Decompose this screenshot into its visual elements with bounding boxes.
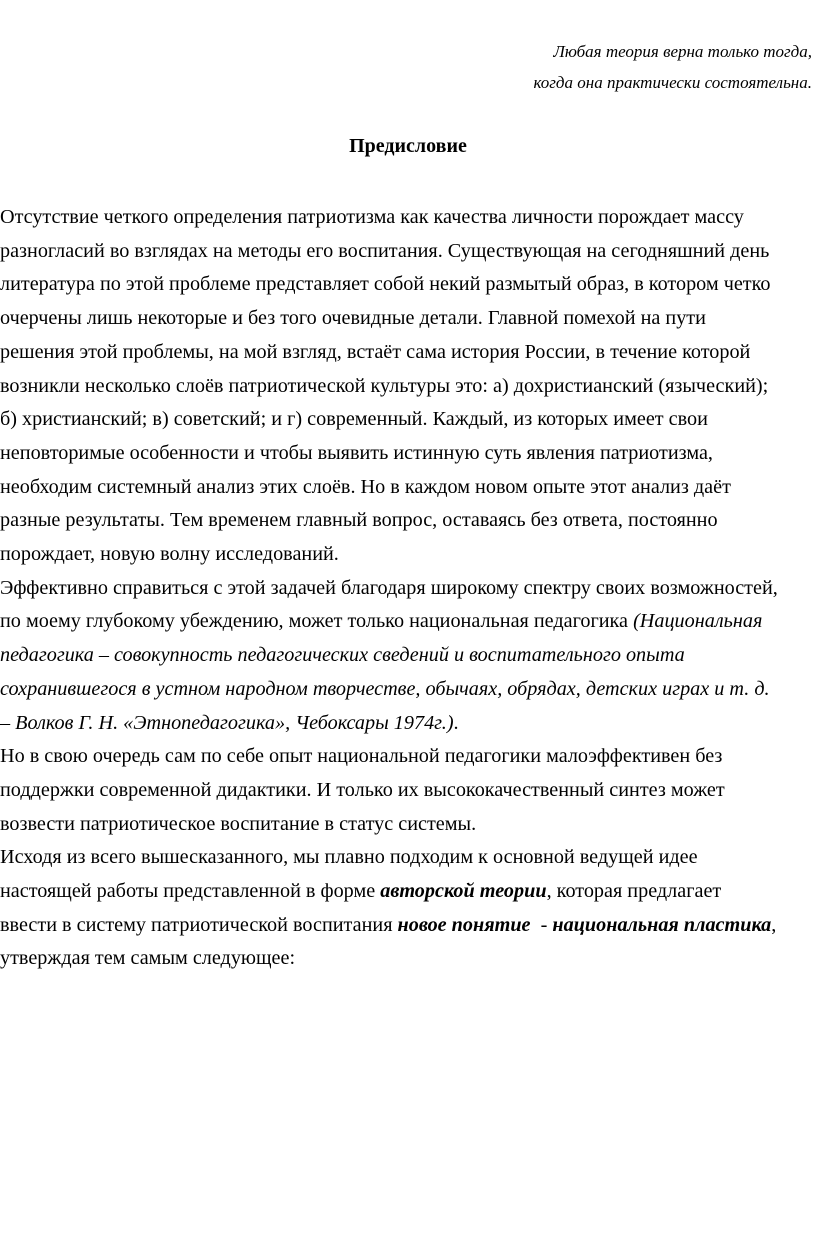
text-line: ввести в систему патриотической воспитания новое понятие - национальная пластика, xyxy=(0,913,777,936)
text-line: по моему глубокому убеждению, может только национальная педагогика (Национальная xyxy=(0,610,763,633)
text-line: настоящей работы представленной в форме авторской теории, которая предлагает xyxy=(0,880,722,903)
emphasis-new-concept: новое понятие xyxy=(397,913,531,936)
citation-text: (Национальная xyxy=(633,610,763,633)
text-line: утверждая тем самым следующее: xyxy=(0,947,296,970)
text-line: порождает, новую волну исследований. xyxy=(0,543,339,566)
emphasis-author-theory: авторской теории xyxy=(380,880,547,903)
text-line: разногласий во взглядах на методы его воспитания. Существующая на сегодняшний день xyxy=(0,239,770,262)
text-line: поддержки современной дидактики. И только их высококачественный синтез может xyxy=(0,778,725,801)
text-line: литература по этой проблеме представляет собой некий размытый образ, в котором четко xyxy=(0,273,771,296)
text-line: очерчены лишь некоторые и без того очевидные детали. Главной помехой на пути xyxy=(0,307,706,330)
epigraph-line-2: когда она практически состоятельна. xyxy=(533,73,812,92)
epigraph xyxy=(533,36,812,98)
emphasis-national-plastic: национальная пластика xyxy=(552,913,772,936)
text-line: возвести патриотическое воспитание в статус системы. xyxy=(0,812,477,835)
text-line: возникли несколько слоёв патриотической культуры это: а) дохристианский (языческий); xyxy=(0,374,769,397)
text-line: Отсутствие четкого определения патриотизма как качества личности порождает массу xyxy=(0,206,744,228)
citation-line: – Волков Г. Н. «Этнопедагогика», Чебоксары 1974г.). xyxy=(0,711,459,734)
citation-line: сохранившегося в устном народном творчестве, обычаях, обрядах, детских играх и т. д. xyxy=(0,677,770,700)
text-line: б) христианский; в) советский; и г) современный. Каждый, из которых имеет свои xyxy=(0,408,708,431)
page-title: Предисловие xyxy=(349,135,467,157)
text-line: неповторимые особенности и чтобы выявить истинную суть явления патриотизма, xyxy=(0,441,713,464)
citation-line: педагогика – совокупность педагогических сведений и воспитательного опыта xyxy=(0,644,685,667)
text-line: решения этой проблемы, на мой взгляд, встаёт сама история России, в течение которой xyxy=(0,340,751,363)
text-line: необходим системный анализ этих слоёв. Но в каждом новом опыте этот анализ даёт xyxy=(0,475,731,498)
text-line: разные результаты. Тем временем главный вопрос, оставаясь без ответа, постоянно xyxy=(0,509,718,532)
preface-body xyxy=(0,201,816,976)
text-line: Исходя из всего вышесказанного, мы плавно подходим к основной ведущей идее xyxy=(0,846,698,869)
text-line: Эффективно справиться с этой задачей благодаря широкому спектру своих возможностей, xyxy=(0,576,778,599)
epigraph-line-1: Любая теория верна только тогда, xyxy=(553,42,812,61)
text-line: Но в свою очередь сам по себе опыт национальной педагогики малоэффективен без xyxy=(0,745,723,768)
